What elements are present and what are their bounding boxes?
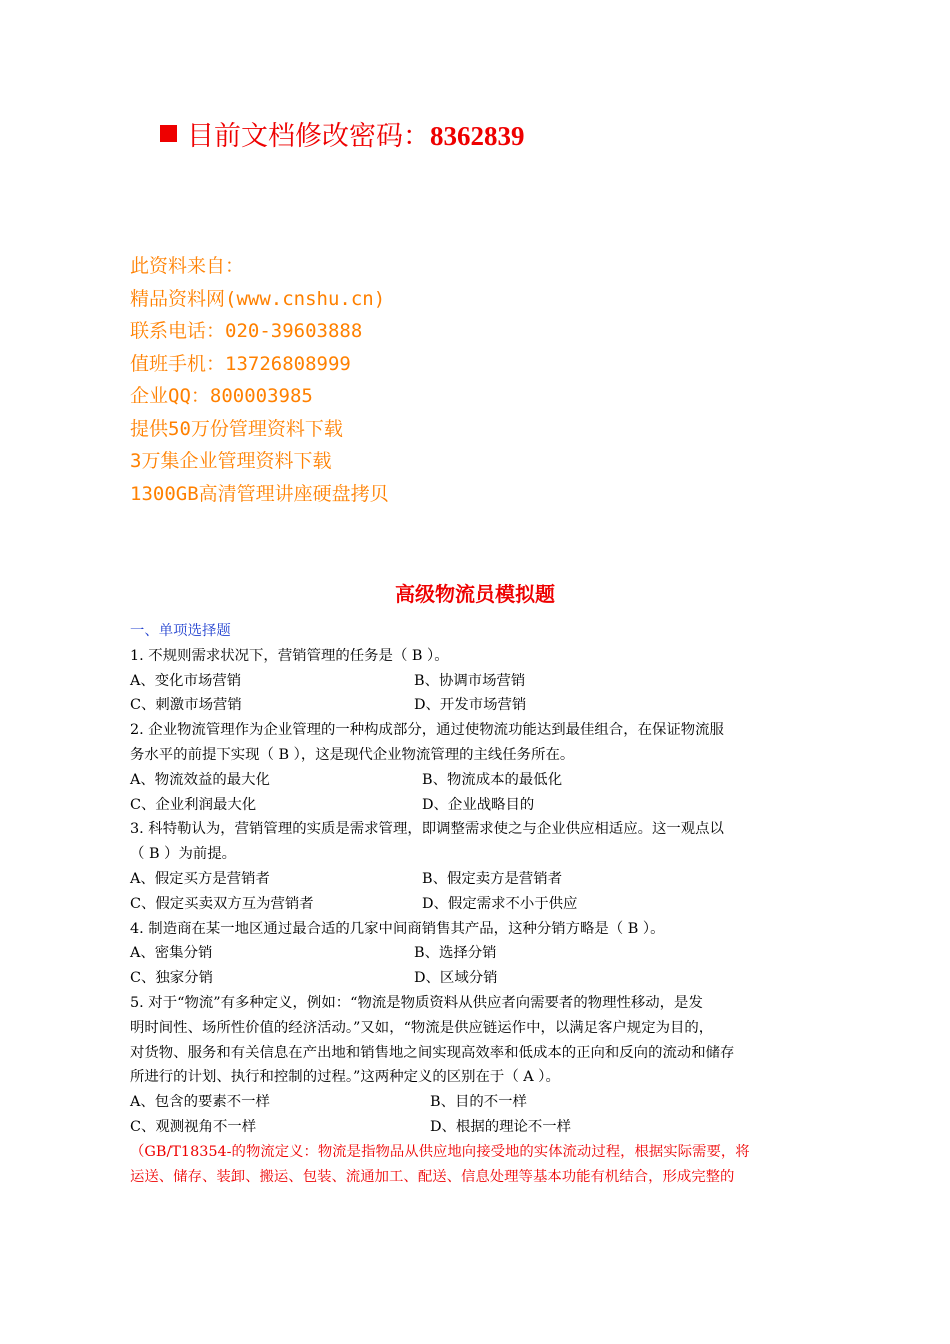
source-line: 企业QQ：800003985	[130, 385, 313, 407]
option-a: A、假定买方是营销者	[130, 870, 270, 887]
option-c: C、观测视角不一样	[130, 1118, 257, 1135]
source-line: 此资料来自：	[130, 255, 245, 277]
question-2-options-row	[130, 768, 835, 793]
source-line: 提供50万份管理资料下载	[130, 417, 343, 440]
option-a: A、包含的要素不一样	[130, 1094, 270, 1111]
option-a: A、物流效益的最大化	[130, 771, 270, 788]
question-4-stem: 4. 制造商在某一地区通过最合适的几家中间商销售其产品，这种分销方略是（ B ）。	[130, 920, 665, 937]
option-a: A、变化市场营销	[130, 672, 242, 689]
source-line: 值班手机：13726808999	[130, 352, 351, 375]
question-3-options-row	[130, 867, 835, 892]
definition-note: （GB/T18354-的物流定义：物流是指物品从供应地向接受地的实体流动过程，根据实际需要，将	[130, 1143, 750, 1160]
question-2-stem: 2. 企业物流管理作为企业管理的一种构成部分，通过使物流功能达到最佳组合，在保证物流服	[130, 722, 724, 739]
source-info-block	[130, 250, 389, 510]
question-1-options-row	[130, 669, 835, 694]
option-c: C、企业利润最大化	[130, 796, 257, 813]
question-5-options-row	[130, 1090, 835, 1115]
question-body	[130, 619, 835, 1189]
option-d: D、区域分销	[414, 970, 498, 987]
option-b: B、假定卖方是营销者	[422, 870, 563, 887]
question-5-stem: 对货物、服务和有关信息在产出地和销售地之间实现高效率和低成本的正向和反向的流动和储存	[130, 1044, 735, 1061]
source-line: 联系电话：020-39603888	[130, 320, 363, 342]
option-c: C、假定买卖双方互为营销者	[130, 895, 314, 912]
question-3-stem: 3. 科特勒认为，营销管理的实质是需求管理，即调整需求使之与企业供应相适应。这一观点以	[130, 821, 724, 838]
source-line: 精品资料网(www.cnshu.cn)	[130, 287, 386, 310]
option-a: A、密集分销	[130, 945, 213, 962]
source-line: 3万集企业管理资料下载	[130, 450, 332, 472]
option-b: B、选择分销	[414, 945, 497, 962]
question-2-options-row	[130, 793, 835, 818]
option-b: B、物流成本的最低化	[422, 771, 563, 788]
option-d: D、企业战略目的	[422, 796, 535, 813]
definition-note: 运送、储存、装卸、搬运、包装、流通加工、配送、信息处理等基本功能有机结合，形成完整的	[130, 1168, 735, 1185]
question-3-stem: （ B ）为前提。	[130, 846, 237, 863]
question-4-options-row	[130, 941, 835, 966]
option-c: C、独家分销	[130, 970, 213, 987]
option-d: D、根据的理论不一样	[430, 1118, 572, 1135]
question-5-stem: 5. 对于“物流”有多种定义，例如：“物流是物质资料从供应者向需要者的物理性移动，是发	[130, 994, 703, 1011]
password-label: 目前文档修改密码：	[187, 121, 430, 152]
section-heading: 一、单项选择题	[130, 623, 231, 639]
question-1-stem: 1. 不规则需求状况下，营销管理的任务是（ B ）。	[130, 647, 449, 664]
question-4-options-row	[130, 966, 835, 991]
password-value: 8362839	[430, 121, 525, 151]
question-3-options-row	[130, 892, 835, 917]
document-title: 高级物流员模拟题	[395, 582, 555, 606]
question-5-options-row	[130, 1115, 835, 1140]
option-c: C、刺激市场营销	[130, 697, 242, 714]
question-2-stem: 务水平的前提下实现（ B ），这是现代企业物流管理的主线任务所在。	[130, 746, 575, 763]
bullet-square-icon	[160, 125, 177, 142]
source-line: 1300GB高清管理讲座硬盘拷贝	[130, 482, 389, 505]
question-5-stem: 所进行的计划、执行和控制的过程。”这两种定义的区别在于（ A ）。	[130, 1069, 560, 1086]
option-b: B、协调市场营销	[414, 672, 526, 689]
question-1-options-row	[130, 693, 835, 718]
option-d: D、开发市场营销	[414, 697, 527, 714]
option-b: B、目的不一样	[430, 1094, 527, 1111]
option-d: D、假定需求不小于供应	[422, 895, 578, 912]
question-5-stem: 明时间性、场所性价值的经济活动。”又如，“物流是供应链运作中，以满足客户规定为目的，	[130, 1019, 714, 1036]
password-line	[160, 114, 525, 153]
